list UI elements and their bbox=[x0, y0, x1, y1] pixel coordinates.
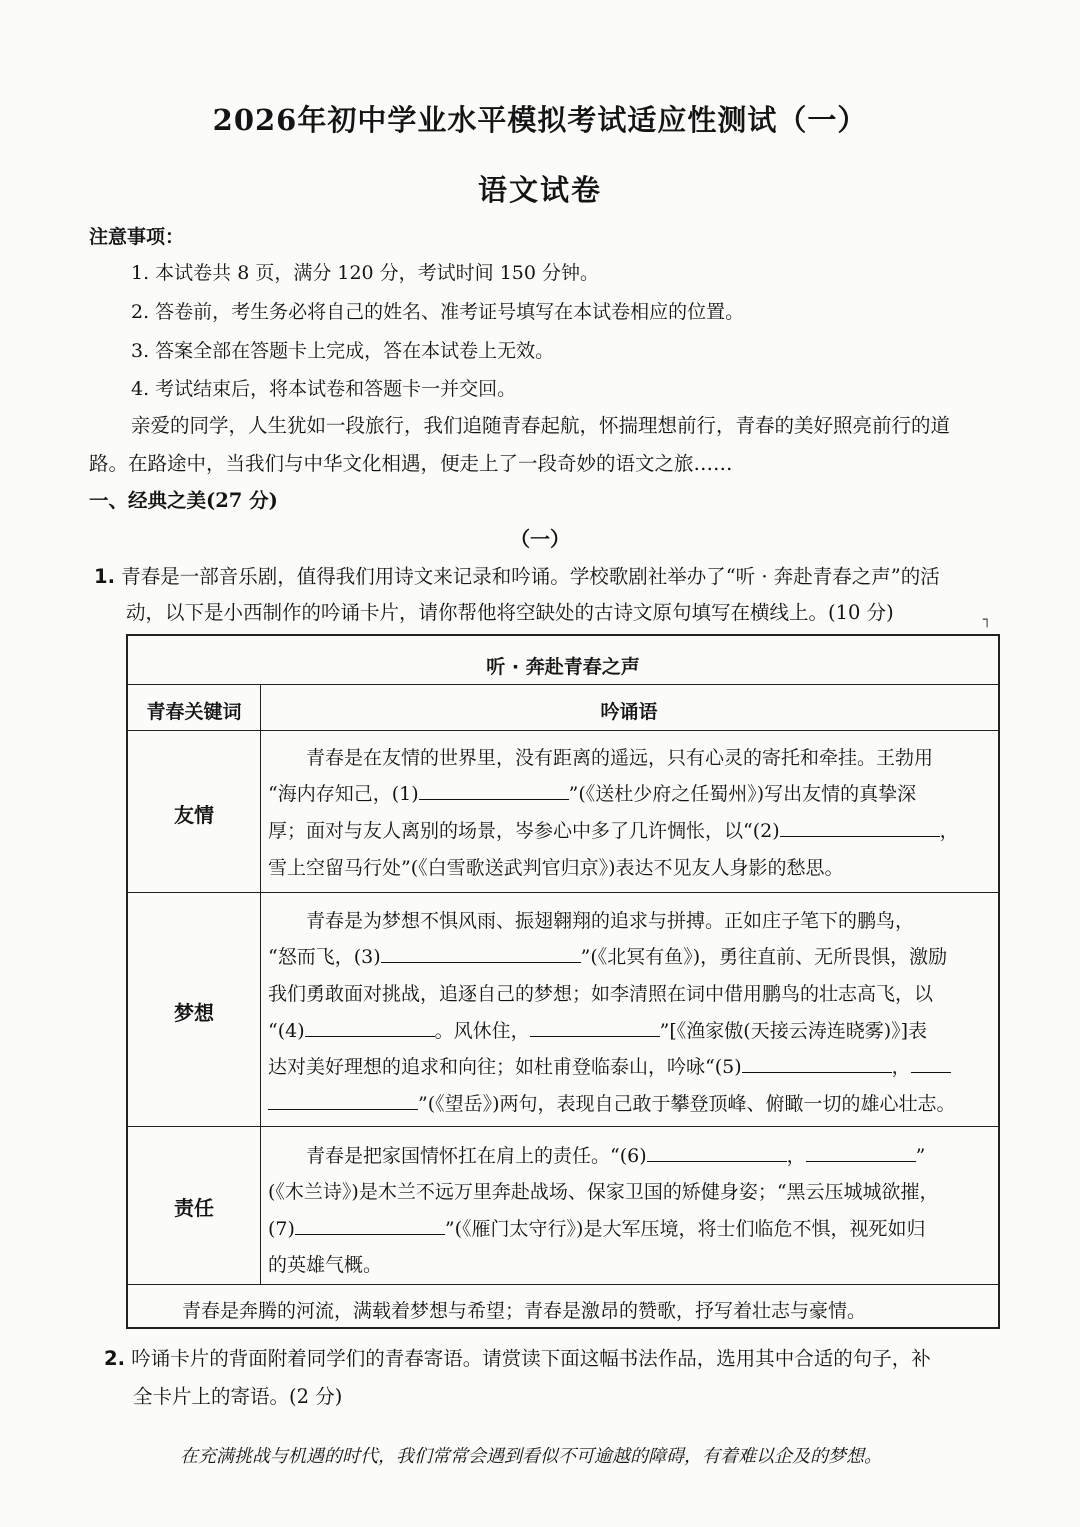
recitation-card bbox=[126, 634, 1000, 1329]
recite-line: 达对美好理想的追求和向往；如杜甫登临泰山，吟咏“(5) ， bbox=[268, 1052, 951, 1079]
answer-blank-6a[interactable] bbox=[647, 1143, 787, 1162]
keyword-dream: 梦想 bbox=[174, 1001, 214, 1025]
answer-blank-1[interactable] bbox=[419, 781, 569, 800]
question-1-line bbox=[94, 561, 940, 589]
answer-blank-4a[interactable] bbox=[305, 1018, 435, 1037]
question-text: 吟诵卡片的背面附着同学们的青春寄语。请赏读下面这幅书法作品，选用其中合适的句子，补 bbox=[131, 1347, 931, 1370]
intro-line: 路。在路途中，当我们与中华文化相遇，便走上了一段奇妙的语文之旅…… bbox=[89, 452, 733, 475]
card-title: 听 · 奔赴青春之声 bbox=[486, 656, 640, 678]
exam-subtitle: 语文试卷 bbox=[477, 173, 602, 207]
column-header-recite: 吟诵语 bbox=[600, 701, 658, 723]
question-2-line: 全卡片上的寄语。(2 分) bbox=[133, 1385, 343, 1408]
answer-blank-5c[interactable] bbox=[268, 1091, 418, 1110]
note-item: 3. 答案全部在答题卡上完成，答在本试卷上无效。 bbox=[131, 340, 555, 362]
table-divider bbox=[128, 892, 998, 893]
recite-line: 青春是为梦想不惧风雨、振翅翱翔的追求与拼搏。正如庄子笔下的鹏鸟， bbox=[306, 910, 915, 932]
column-header-keyword: 青春关键词 bbox=[146, 701, 242, 723]
recite-line: 我们勇敢面对挑战，追逐自己的梦想；如李清照在词中借用鹏鸟的壮志高飞，以 bbox=[268, 983, 934, 1005]
note-item: 2. 答卷前，考生务必将自己的姓名、准考证号填写在本试卷相应的位置。 bbox=[131, 301, 745, 323]
recite-line: 青春是在友情的世界里，没有距离的遥远，只有心灵的寄托和牵挂。王勃用 bbox=[306, 747, 934, 769]
answer-blank-5a[interactable] bbox=[742, 1054, 892, 1073]
recite-line: 雪上空留马行处”(《白雪歌送武判官归京》)表达不见友人身影的愁思。 bbox=[268, 857, 844, 879]
answer-blank-5b[interactable] bbox=[911, 1054, 951, 1073]
exam-title: 2026年初中学业水平模拟考试适应性测试（一） bbox=[212, 103, 868, 137]
table-divider bbox=[128, 1284, 998, 1285]
table-divider bbox=[128, 730, 998, 731]
answer-blank-7[interactable] bbox=[295, 1216, 445, 1235]
recite-line: “(4) 。风休住， ”[《渔家傲(天接云涛连晓雾)》]表 bbox=[268, 1020, 928, 1042]
intro-line: 亲爱的同学，人生犹如一段旅行，我们追随青春起航，怀揣理想前行，青春的美好照亮前行的道 bbox=[131, 414, 951, 437]
question-number: 2. bbox=[104, 1347, 125, 1370]
notes-heading: 注意事项： bbox=[89, 226, 185, 248]
section-heading: 一、经典之美(27 分) bbox=[89, 489, 278, 512]
recite-line: (《木兰诗》)是木兰不远万里奔赴战场、保家卫国的矫健身姿；“黑云压城城欲摧， bbox=[268, 1181, 939, 1203]
margin-mark: ┐ bbox=[983, 612, 992, 628]
answer-blank-4b[interactable] bbox=[530, 1018, 660, 1037]
keyword-friendship: 友情 bbox=[174, 803, 214, 827]
card-footer: 青春是奔腾的河流，满载着梦想与希望；青春是激昂的赞歌，抒写着壮志与豪情。 bbox=[182, 1300, 867, 1322]
question-2-line bbox=[104, 1343, 931, 1371]
recite-line: (7) ”(《雁门太守行》)是大军压境，将士们临危不惧，视死如归 bbox=[268, 1218, 926, 1240]
answer-blank-3[interactable] bbox=[381, 944, 581, 963]
answer-blank-2[interactable] bbox=[780, 818, 940, 837]
question-1-line: 动，以下是小西制作的吟诵卡片，请你帮他将空缺处的古诗文原句填写在横线上。(10 分) bbox=[126, 601, 894, 624]
calligraphy-text: 在充满挑战与机遇的时代，我们常常会遇到看似不可逾越的障碍，有着难以企及的梦想。 bbox=[180, 1446, 882, 1467]
recite-line: “海内存知己，(1) ”(《送杜少府之任蜀州》)写出友情的真挚深 bbox=[268, 783, 917, 805]
recite-line: ”(《望岳》)两句，表现自己敢于攀登顶峰、俯瞰一切的雄心壮志。 bbox=[268, 1089, 956, 1116]
table-divider bbox=[260, 684, 261, 1284]
note-item: 1. 本试卷共 8 页，满分 120 分，考试时间 150 分钟。 bbox=[131, 262, 600, 284]
table-divider bbox=[128, 684, 998, 685]
recite-line: 的英雄气概。 bbox=[268, 1254, 383, 1276]
recite-line: 青春是把家国情怀扛在肩上的责任。“(6) ， ” bbox=[306, 1145, 926, 1167]
note-item: 4. 考试结束后，将本试卷和答题卡一并交回。 bbox=[131, 378, 517, 400]
recite-line: “怒而飞，(3) ”(《北冥有鱼》)，勇往直前、无所畏惧，激励 bbox=[268, 946, 948, 968]
subsection-heading: （一） bbox=[510, 527, 570, 551]
question-number: 1. bbox=[94, 565, 115, 588]
recite-line: 厚；面对与友人离别的场景，岑参心中多了几许惆怅，以“(2) ， bbox=[268, 820, 959, 842]
question-text: 青春是一部音乐剧，值得我们用诗文来记录和吟诵。学校歌剧社举办了“听 · 奔赴青春之声”的活 bbox=[121, 565, 940, 588]
keyword-duty: 责任 bbox=[174, 1196, 214, 1220]
table-divider bbox=[128, 1126, 998, 1127]
answer-blank-6b[interactable] bbox=[806, 1143, 916, 1162]
